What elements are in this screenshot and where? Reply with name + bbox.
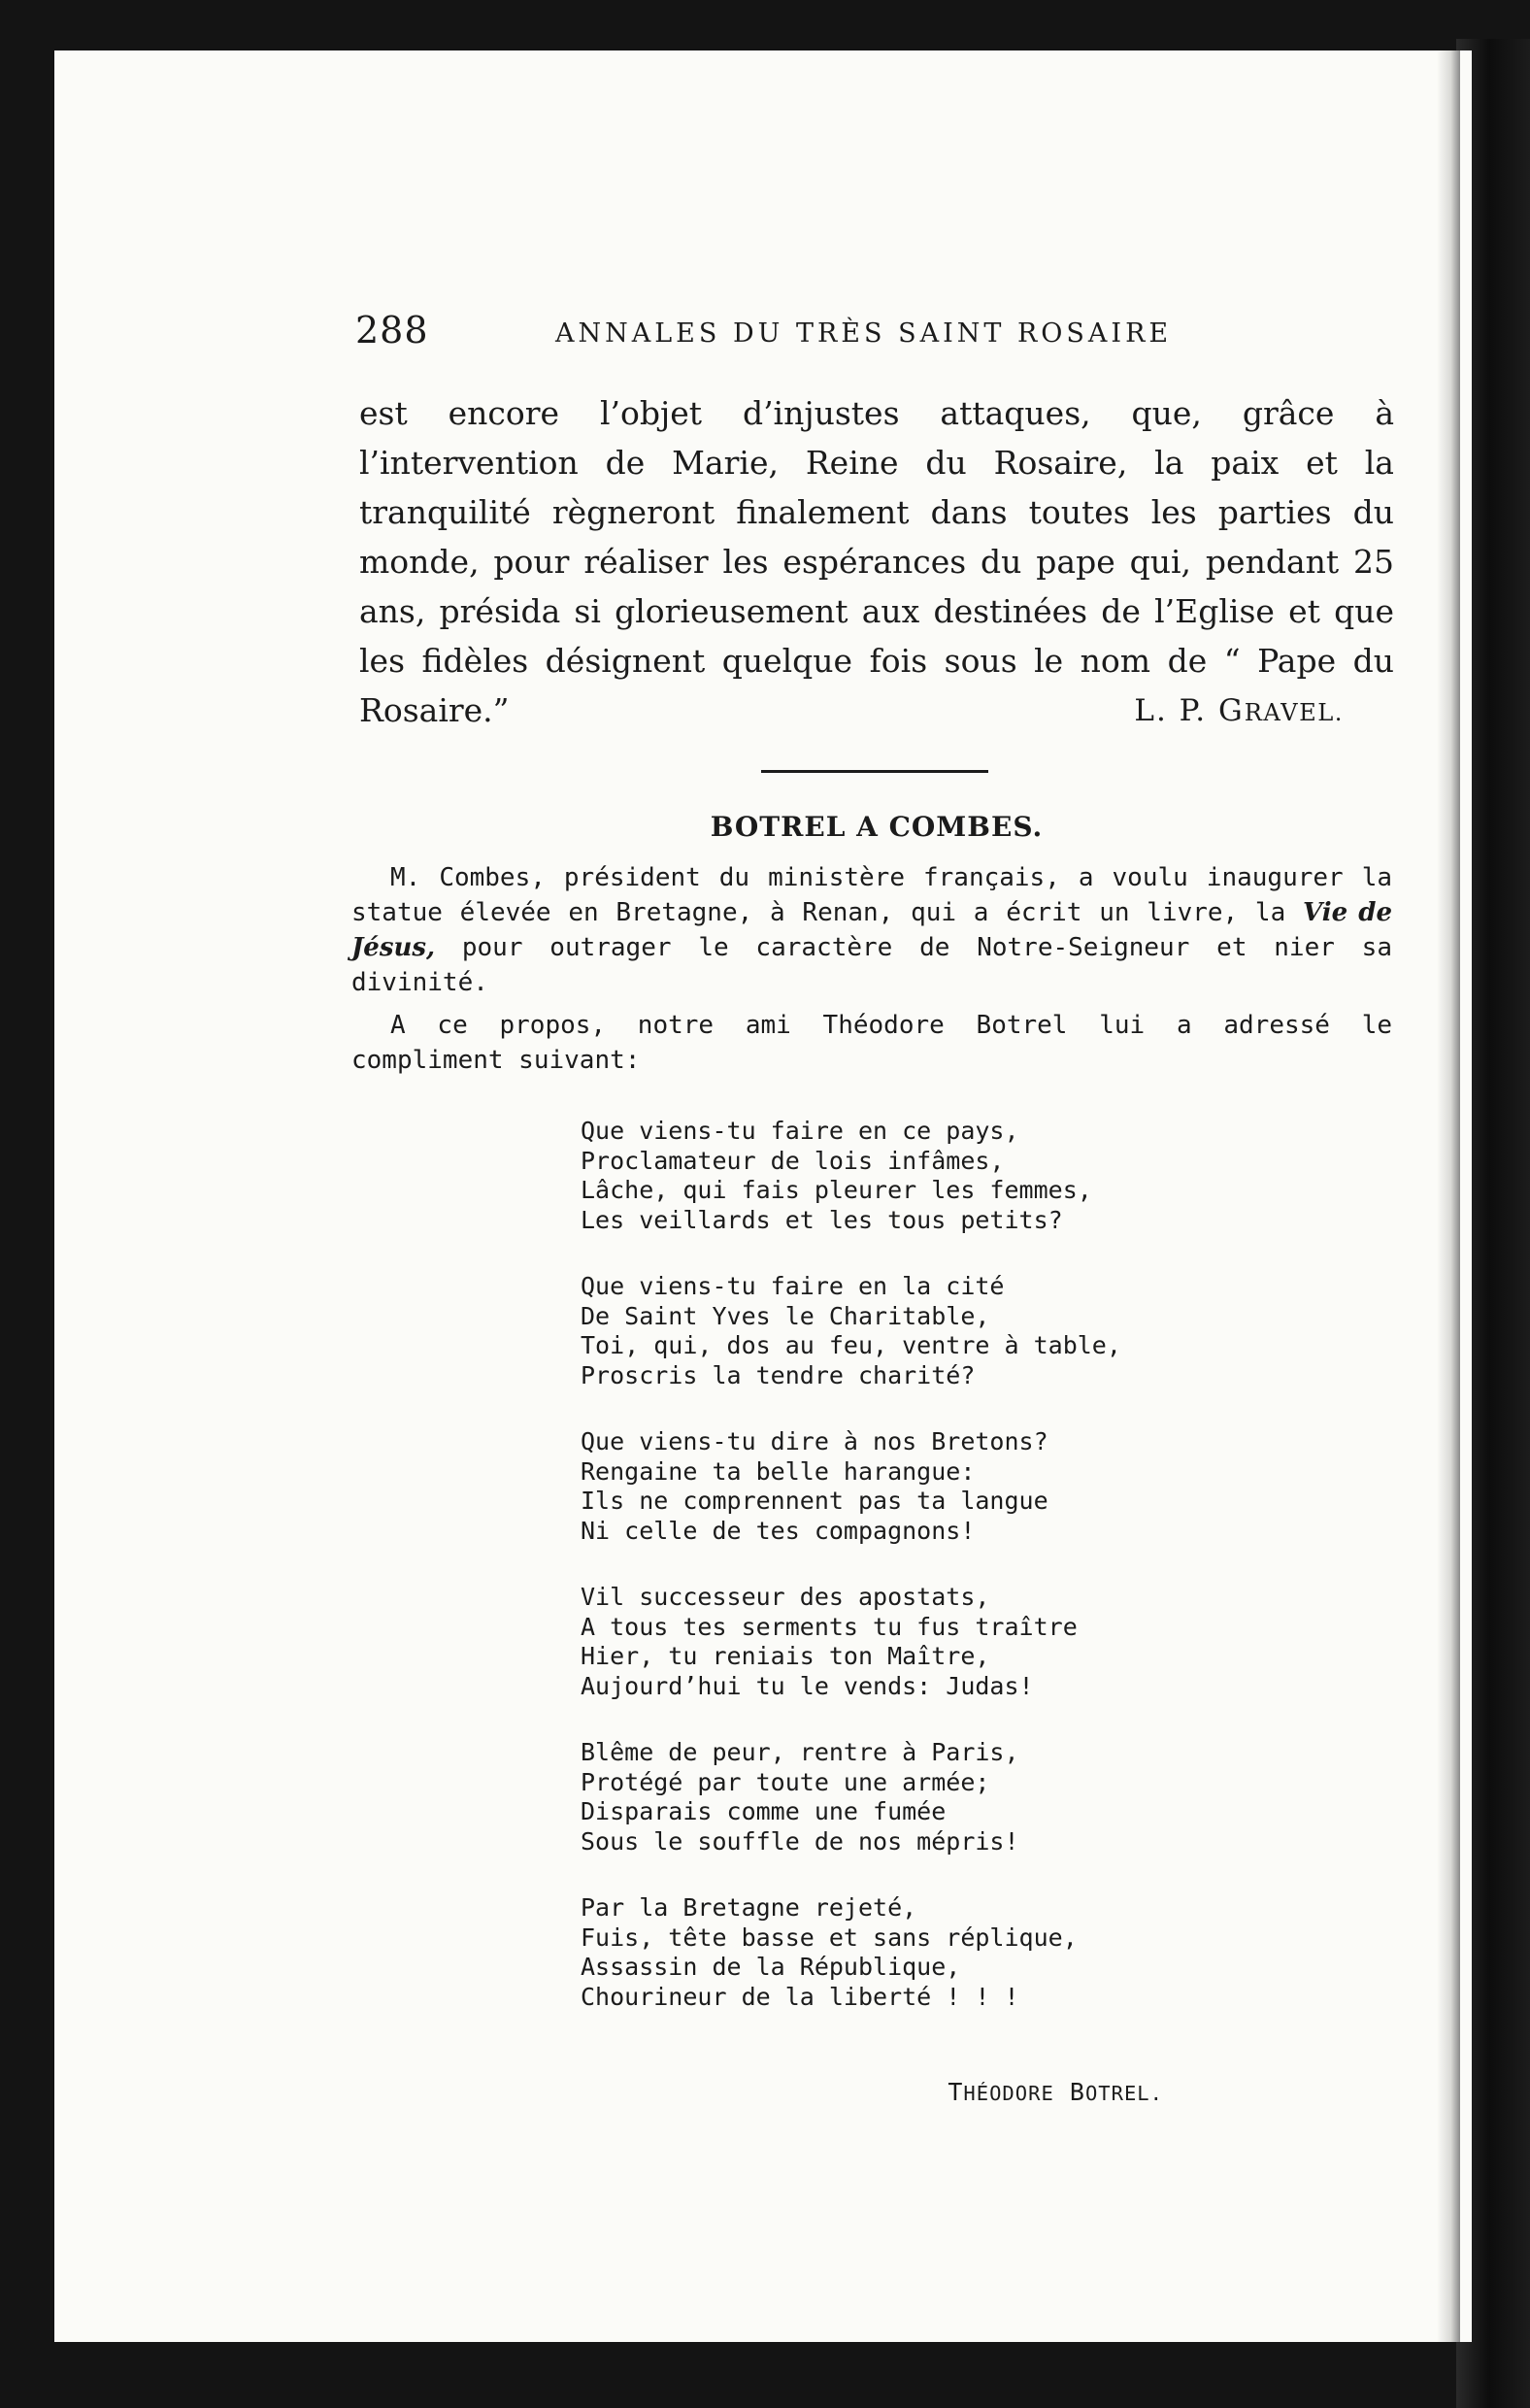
page-gutter [1437,50,1460,2342]
poem-line: Par la Bretagne rejeté, [581,1893,917,1922]
poem-line: Que viens-tu faire en ce pays, [581,1117,1019,1145]
signature-last-initial: B [1069,2078,1085,2106]
running-head [355,309,1200,357]
poem-line: Toi, qui, dos au feu, ventre à table, [581,1331,1121,1359]
poem-line: Proscris la tendre charité? [581,1360,976,1389]
stanza-5 [581,1738,1121,1856]
intro-paragraph-1 [351,860,1392,1000]
poem-line: Disparais comme une fumée [581,1797,947,1825]
poem-line: Protégé par toute une armée; [581,1767,990,1796]
stanza-2 [581,1272,1121,1390]
signature-first-rest: HÉODORE [963,2082,1054,2105]
poem-line: Vil successeur des apostats, [581,1583,990,1611]
poem-line: Hier, tu reniais ton Maître, [581,1642,990,1670]
poem-line: Les veillards et les tous petits? [581,1205,1063,1234]
intro-paragraph-2: A ce propos, notre ami Théodore Botrel lui a adressé le compliment suivant: [351,1011,1392,1075]
stanza-3 [581,1427,1121,1546]
book-title-italic: Vie de Jésus, [351,898,1392,962]
author-signature-gravel [1134,693,1344,728]
poem-line: Fuis, tête basse et sans réplique, [581,1923,1078,1952]
poem-line: De Saint Yves le Charitable, [581,1301,990,1330]
poem-line: Blême de peur, rentre à Paris, [581,1738,1019,1766]
poem [581,1117,1121,2049]
section-title: BOTREL A COMBES. [710,811,1044,843]
poem-line: A tous tes serments tu fus traître [581,1612,1078,1641]
poem-line: Que viens-tu faire en la cité [581,1272,1005,1300]
poem-line: Assassin de la République, [581,1953,961,1981]
page-number: 288 [355,309,429,351]
section-divider [761,770,988,773]
poem-line: Rengaine ta belle harangue: [581,1456,976,1486]
stanza-1 [581,1117,1121,1235]
poem-line: Lâche, qui fais pleurer les femmes, [581,1176,1092,1204]
poem-line: Chourineur de la liberté ! ! ! [581,1982,1019,2011]
intro-text-b: pour outrager le caractère de Notre-Seigneur et nier sa divinité. [351,933,1392,997]
poem-line: Aujourd’hui tu le vends: Judas! [581,1671,1034,1700]
poet-signature [948,2078,1163,2106]
poem-line: Ils ne comprennent pas ta langue [581,1487,1048,1515]
poem-line: Proclamateur de lois infâmes, [581,1146,1005,1175]
signature-last-rest: OTREL. [1084,2082,1163,2105]
signature-first-initial: T [948,2078,964,2106]
signature-initials: L. P. G [1134,693,1245,728]
section-intro [351,860,1392,1078]
intro-text-a: M. Combes, président du ministère français, a voulu inaugurer la statue élevée en Bretagne, à Renan, qui a écrit un livre, la [351,863,1392,927]
stanza-6 [581,1893,1121,2012]
running-title: ANNALES DU TRÈS SAINT ROSAIRE [555,318,1173,349]
stanza-4 [581,1583,1121,1701]
article-end-paragraph: est encore l’objet d’injustes attaques, que, grâce à l’intervention de Marie, Reine du Rosaire, la paix et la tranquilité règneront finalement dans toutes les parties du monde, pour réaliser les espérances du pape qui, pendant 25 ans, présida si glorieusement aux destinées de l’Eglise et que les fidèles désignent quelque fois sous le nom de “ Pape du Rosaire.” [359,394,1394,729]
signature-surname: RAVEL. [1244,699,1344,726]
poem-line: Sous le souffle de nos mépris! [581,1826,1019,1856]
poem-line: Que viens-tu dire à nos Bretons? [581,1427,1048,1455]
poem-line: Ni celle de tes compagnons! [581,1516,976,1545]
